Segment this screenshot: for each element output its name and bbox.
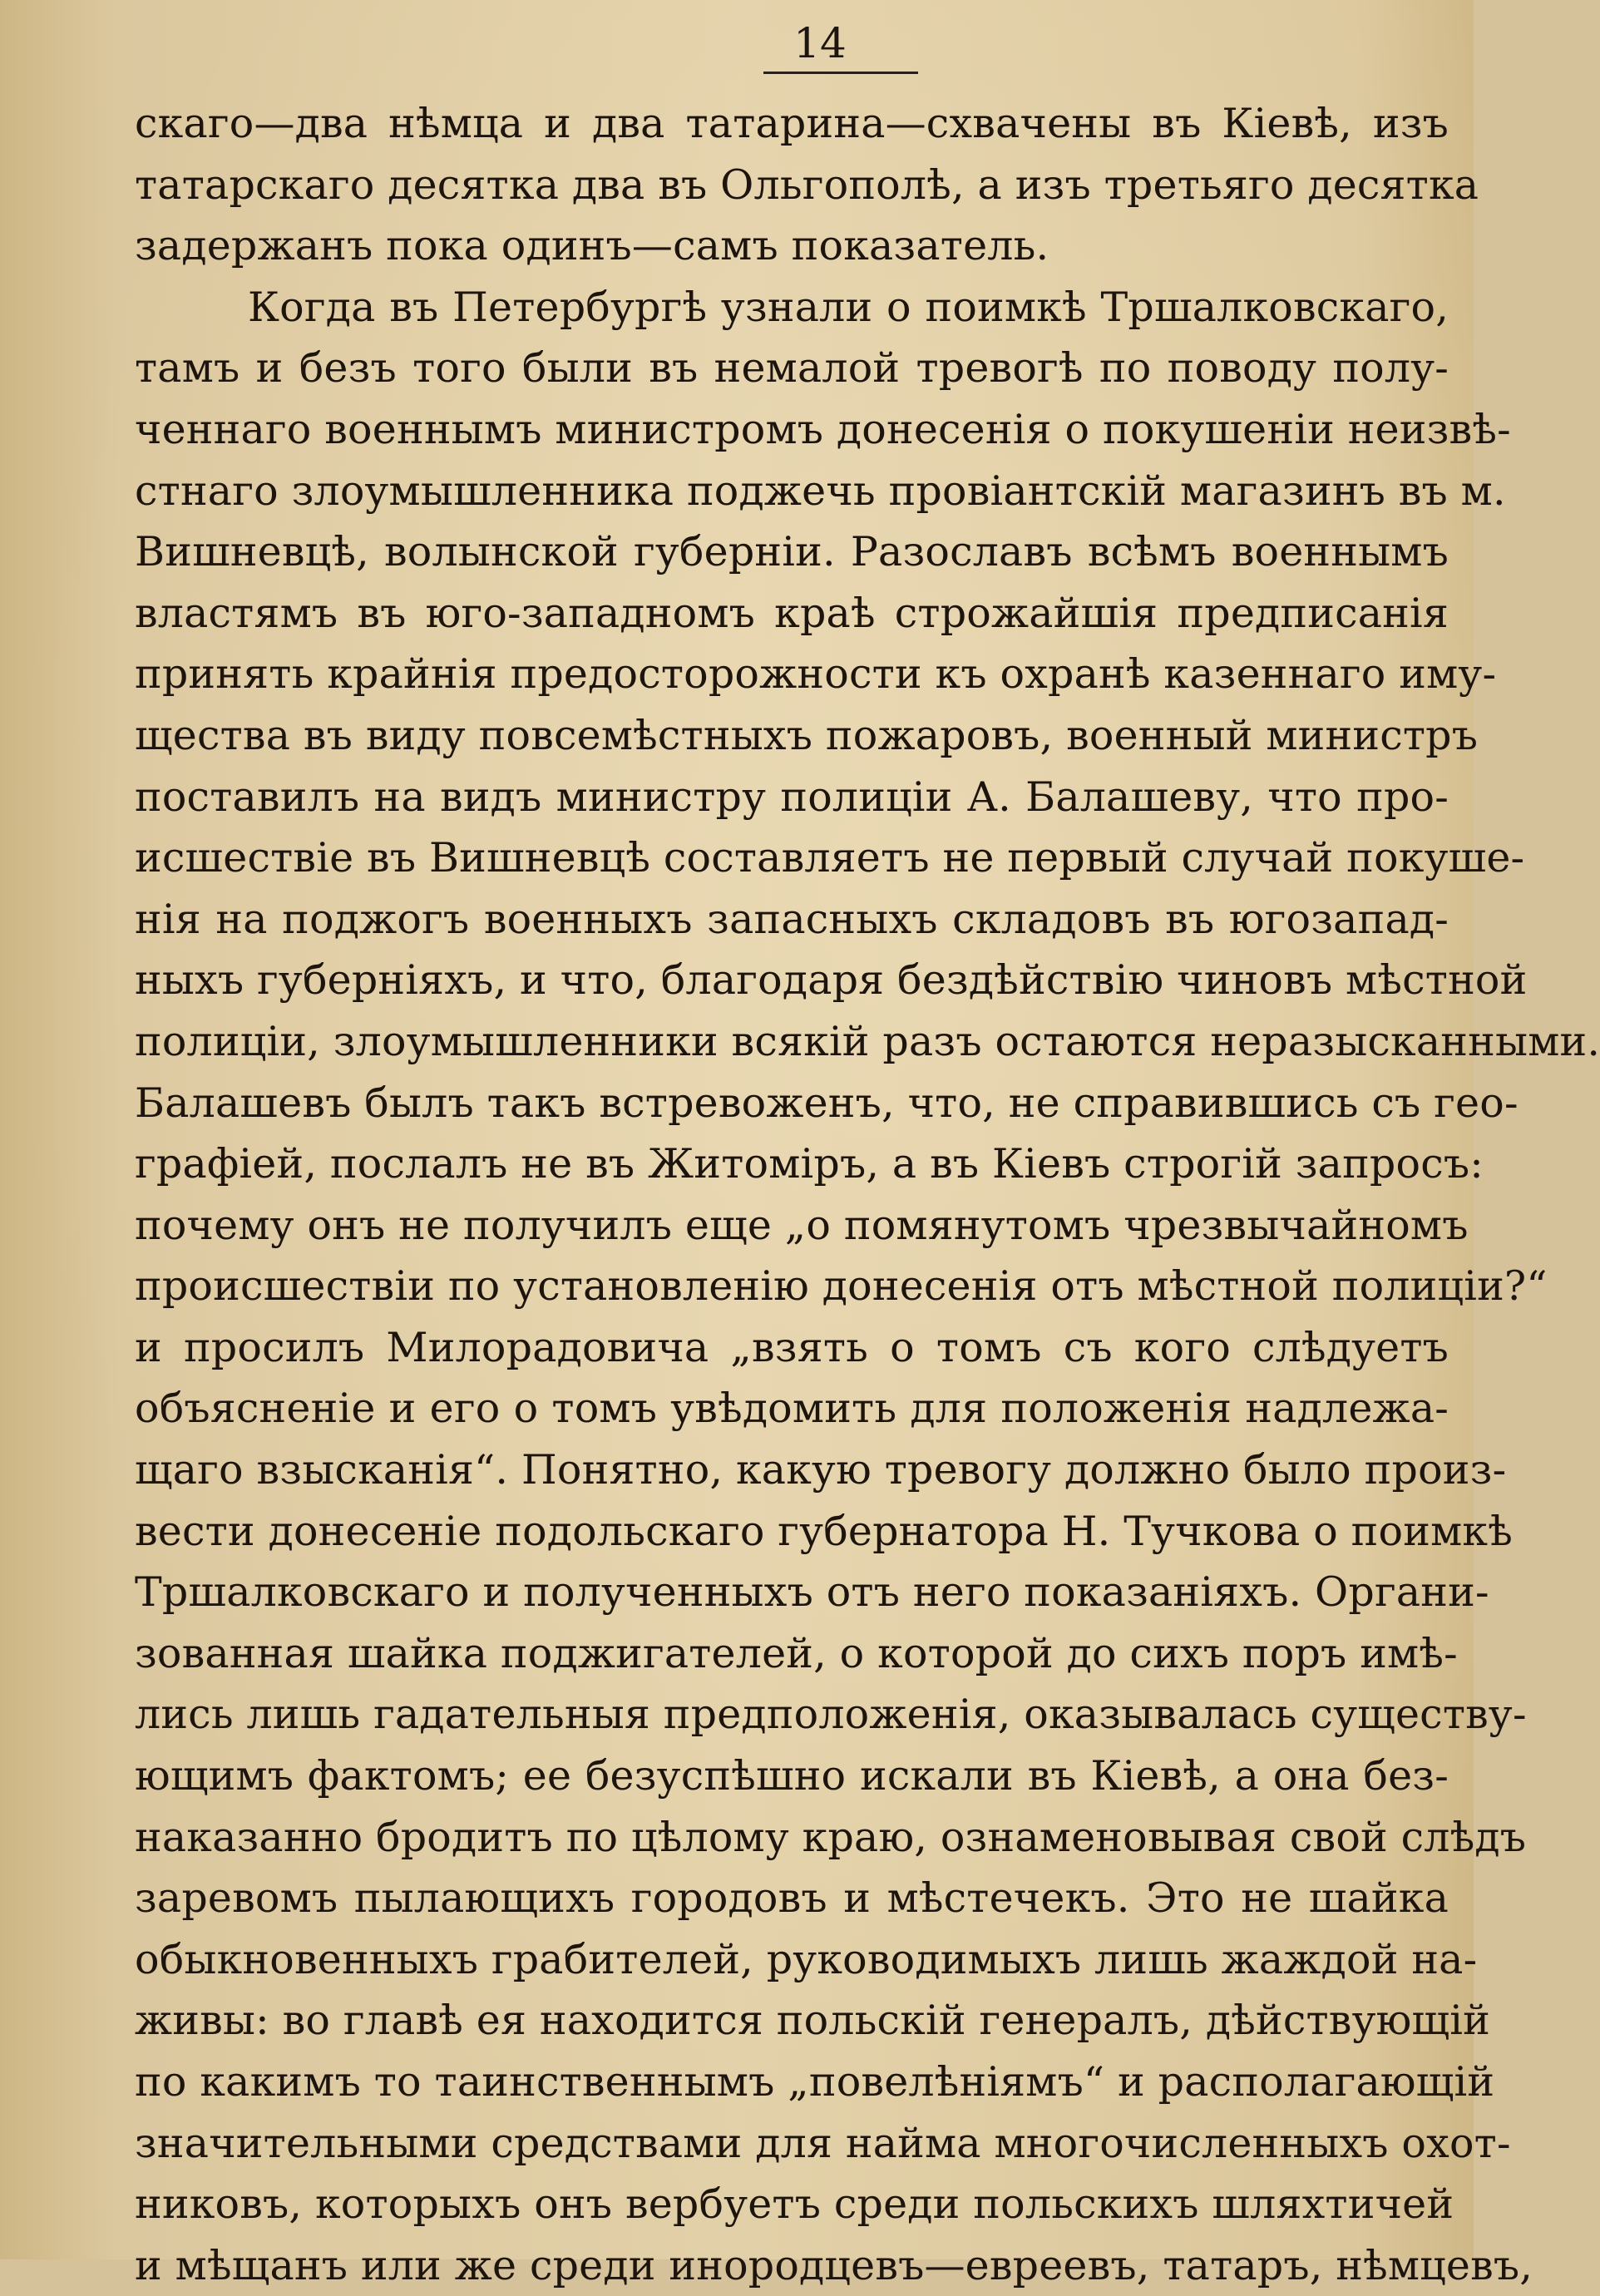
text-line: ющимъ фактомъ; ее безуспѣшно искали въ Кіевѣ, а она без- — [135, 1752, 1449, 1800]
header-rule — [763, 72, 918, 74]
text-line: происшествіи по установленію донесенія отъ мѣстной полиціи?“ — [135, 1262, 1548, 1311]
text-line: графіей, послалъ не въ Житоміръ, а въ Кіевъ строгій запросъ: — [135, 1140, 1484, 1188]
text-line: ченнаго военнымъ министромъ донесенія о покушеніи неизвѣ- — [135, 405, 1511, 453]
text-line: почему онъ не получилъ еще „о помянутомъ чрезвычайномъ — [135, 1201, 1469, 1249]
text-line: ныхъ губерніяхъ, и что, благодаря бездѣйствію чиновъ мѣстной — [135, 956, 1528, 1005]
text-line: тамъ и безъ того были въ немалой тревогѣ по поводу полу- — [135, 344, 1449, 393]
text-line: щества въ виду повсемѣстныхъ пожаровъ, военный министръ — [135, 711, 1479, 759]
text-line: и мѣщанъ или же среди инородцевъ—евреевъ, татаръ, нѣмцевъ, — [135, 2241, 1533, 2289]
text-line: лись лишь гадательныя предположенія, оказывалась существу- — [135, 1691, 1527, 1739]
text-line: исшествіе въ Вишневцѣ составляетъ не первый случай покуше- — [135, 834, 1525, 882]
text-line: Балашевъ былъ такъ встревоженъ, что, не справившись съ гео- — [135, 1079, 1519, 1127]
text-line: по какимъ то таинственнымъ „повелѣніямъ“ и располагающій — [135, 2058, 1495, 2106]
paragraph-start-line: Когда въ Петербургѣ узнали о поимкѣ Тршалковскаго, — [248, 283, 1449, 331]
text-line: полиціи, злоумышленники всякій разъ остаются неразысканными. — [135, 1017, 1600, 1065]
text-line: и просилъ Милорадовича „взять о томъ съ кого слѣдуетъ — [135, 1323, 1449, 1371]
text-line: татарскаго десятка два въ Ольгополѣ, а изъ третьяго десятка — [135, 160, 1479, 209]
text-line: щаго взысканія“. Понятно, какую тревогу должно было произ- — [135, 1446, 1507, 1494]
text-line: Вишневцѣ, волынской губерніи. Разославъ всѣмъ военнымъ — [135, 528, 1449, 576]
page-number: 14 — [793, 19, 847, 67]
text-line: поставилъ на видъ министру полиціи А. Балашеву, что про- — [135, 773, 1449, 821]
text-line: властямъ въ юго-западномъ краѣ строжайшія предписанія — [135, 589, 1449, 637]
text-line: наказанно бродитъ по цѣлому краю, ознаменовывая свой слѣдъ — [135, 1813, 1527, 1861]
text-line: заревомъ пылающихъ городовъ и мѣстечекъ. Это не шайка — [135, 1874, 1449, 1923]
text-line: никовъ, которыхъ онъ вербуетъ среди польскихъ шляхтичей — [135, 2180, 1454, 2229]
text-line: обыкновенныхъ грабителей, руководимыхъ лишь жаждой на- — [135, 1935, 1478, 1983]
text-line: принять крайнія предосторожности къ охранѣ казеннаго иму- — [135, 650, 1497, 699]
text-line: скаго—два нѣмца и два татарина—схвачены въ Кіевѣ, изъ — [135, 100, 1449, 147]
text-line: вести донесеніе подольскаго губернатора Н. Тучкова о поимкѣ — [135, 1507, 1513, 1555]
text-line: объясненіе и его о томъ увѣдомить для положенія надлежа- — [135, 1385, 1449, 1433]
text-line: значительными средствами для найма многочисленныхъ охот- — [135, 2119, 1511, 2167]
text-line: стнаго злоумышленника поджечь провіантскій магазинъ въ м. — [135, 467, 1506, 515]
text-line: живы: во главѣ ея находится польскій генералъ, дѣйствующій — [135, 1997, 1490, 2045]
body-text — [135, 93, 1600, 2296]
text-line: Тршалковскаго и полученныхъ отъ него показаніяхъ. Органи- — [135, 1568, 1489, 1617]
text-line: нія на поджогъ военныхъ запасныхъ складовъ въ югозапад- — [135, 895, 1449, 943]
text-line: задержанъ пока одинъ—самъ показатель. — [135, 222, 1049, 270]
text-line: зованная шайка поджигателей, о которой до сихъ поръ имѣ- — [135, 1629, 1458, 1677]
